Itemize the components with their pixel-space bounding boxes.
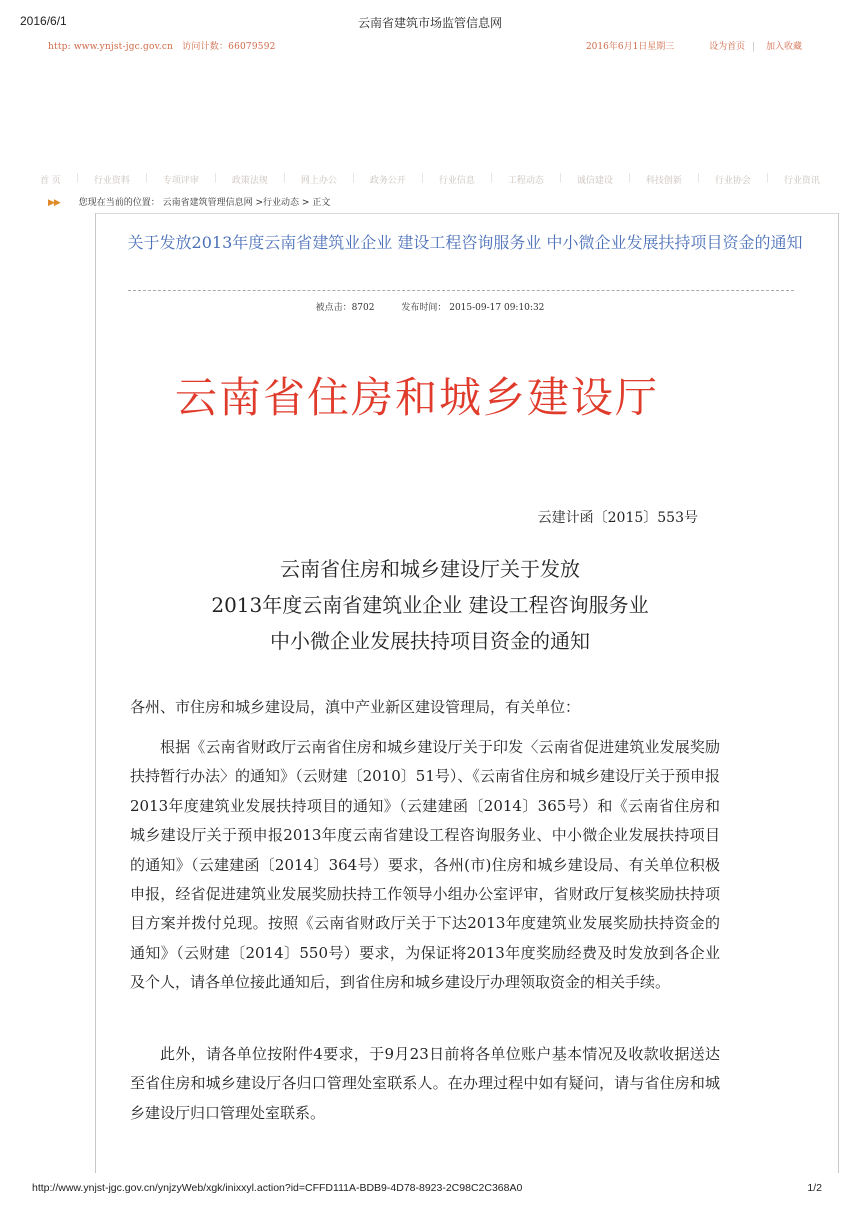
- breadcrumb-prefix: 您现在当前的位置：: [78, 198, 160, 208]
- breadcrumb-section-link[interactable]: >行业动态: [255, 198, 300, 208]
- breadcrumb-arrow-icon: ▶▶: [48, 198, 60, 208]
- nav-item[interactable]: 行业资料: [93, 176, 130, 186]
- nav-separator: |: [75, 173, 79, 183]
- article-title: 关于发放2013年度云南省建筑业企业 建设工程咨询服务业 中小微企业发展扶持项目资金的通知: [127, 233, 803, 252]
- nav-separator: |: [627, 173, 631, 183]
- breadcrumb-current: > 正文: [301, 198, 331, 208]
- nav-item[interactable]: 行业资讯: [783, 176, 820, 186]
- nav-separator: |: [765, 173, 769, 183]
- heading-line: 云南省住房和城乡建设厅关于发放: [280, 557, 580, 581]
- site-url[interactable]: http: www.ynjst-jgc.gov.cn: [48, 42, 174, 52]
- content-frame-top: [95, 213, 839, 214]
- print-date: 2016/6/1: [20, 14, 67, 28]
- content-frame-left: [95, 213, 96, 1173]
- print-footer-url: http://www.ynjst-jgc.gov.cn/ynjzyWeb/xgk/inixxyl.action?id=CFFD111A-BDB9-4D78-8923-2C98C2C368A0: [32, 1182, 523, 1194]
- nav-separator: |: [351, 173, 355, 183]
- nav-item[interactable]: 网上办公: [300, 176, 337, 186]
- nav-item[interactable]: 科技创新: [645, 176, 682, 186]
- heading-line: 中小微企业发展扶持项目资金的通知: [270, 629, 590, 653]
- topbar-actions: [582, 39, 802, 52]
- breadcrumb-site-link[interactable]: 云南省建筑管理信息网: [162, 198, 253, 208]
- document-heading: [0, 551, 860, 659]
- nav-item[interactable]: 首 页: [40, 176, 61, 186]
- nav-separator: |: [489, 173, 493, 183]
- topbar-info: [48, 39, 276, 52]
- salutation: 各州、市住房和城乡建设局，滇中产业新区建设管理局，有关单位：: [130, 698, 581, 716]
- publish-time: 发布时间： 2015-09-17 09:10:32: [401, 303, 545, 313]
- heading-line: 2013年度云南省建筑业企业 建设工程咨询服务业: [211, 593, 649, 617]
- main-nav: [40, 173, 820, 186]
- body-paragraph: 根据《云南省财政厅云南省住房和城乡建设厅关于印发〈云南省促进建筑业发展奖励扶持暂行办法〉的通知》（云财建〔2010〕51号）、《云南省住房和城乡建设厅关于预申报2013年度建筑业发展扶持项目的通知》（云建建函〔2014〕365号）和《云南省住房和城乡建设厅关于预申报2013年度云南省建设工程咨询服务业、中小微企业发展扶持项目的通知》（云建建函〔2014〕364号）要求，各州(市)住房和城乡建设局、有关单位积极申报，经省促进建筑业发展奖励扶持工作领导小组办公室评审，省财政厅复核奖励扶持项目方案并拨付兑现。按照《云南省财政厅关于下达2013年度建筑业发展奖励扶持资金的通知》（云财建〔2014〕550号）要求，为保证将2013年度奖励经费及时发放到各企业及个人，请各单位接此通知后，到省住房和城乡建设厅办理领取资金的相关手续。: [130, 738, 720, 992]
- set-home-link[interactable]: 设为首页: [709, 42, 746, 52]
- page-number: 1/2: [807, 1182, 822, 1194]
- document-number: 云建计函〔2015〕553号: [537, 510, 698, 526]
- title-divider: [128, 290, 794, 291]
- nav-separator: |: [213, 173, 217, 183]
- nav-separator: |: [420, 173, 424, 183]
- nav-item[interactable]: 行业信息: [438, 176, 475, 186]
- content-frame-right: [838, 213, 839, 1173]
- nav-separator: |: [558, 173, 562, 183]
- body-paragraph: 此外，请各单位按附件4要求，于9月23日前将各单位账户基本情况及收款收据送达至省住房和城乡建设厅各归口管理处室联系人。在办理过程中如有疑问，请与省住房和城乡建设厅归口管理处室联系。: [130, 1045, 720, 1122]
- nav-separator: |: [696, 173, 700, 183]
- visit-counter: 访问计数：66079592: [182, 42, 276, 52]
- topbar-divider: |: [752, 42, 756, 52]
- nav-item[interactable]: 工程动态: [507, 176, 544, 186]
- nav-item[interactable]: 诚信建设: [576, 176, 613, 186]
- article-meta: [0, 300, 860, 313]
- nav-separator: |: [282, 173, 286, 183]
- agency-name: 云南省住房和城乡建设厅: [174, 373, 659, 422]
- today-date: 2016年6月1日星期三: [585, 42, 675, 52]
- hit-count: 被点击：8702: [315, 303, 375, 313]
- nav-item[interactable]: 行业协会: [714, 176, 751, 186]
- nav-item[interactable]: 专项评审: [162, 176, 199, 186]
- nav-item[interactable]: 政务公开: [369, 176, 406, 186]
- print-page-title: 云南省建筑市场监管信息网: [357, 16, 502, 30]
- nav-item[interactable]: 政策法规: [231, 176, 268, 186]
- nav-separator: |: [144, 173, 148, 183]
- breadcrumb: [48, 195, 330, 208]
- add-favorite-link[interactable]: 加入收藏: [765, 42, 802, 52]
